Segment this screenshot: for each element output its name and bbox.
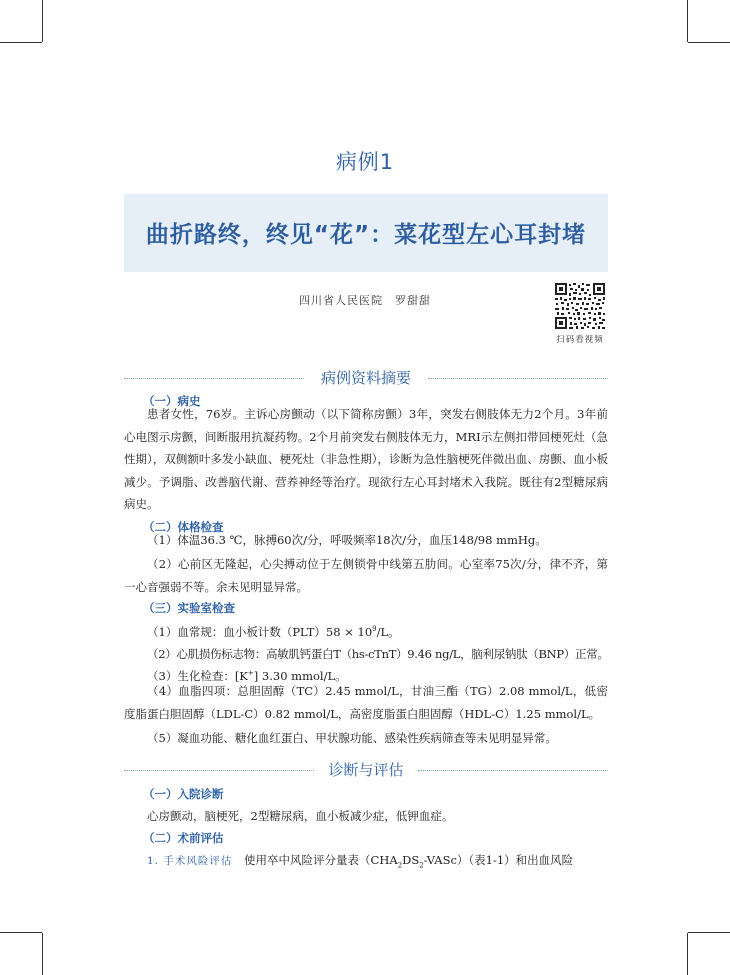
section-heading-text: 诊断与评估 [318,761,413,779]
case-number: 病例1 [335,150,395,174]
qr-caption: 扫码看视频 [556,335,604,345]
lab-1-superscript: 9 [372,625,377,634]
lab-3-superscript: + [247,669,254,678]
paragraph-history: 患者女性，76岁。主诉心房颤动（以下简称房颤）3年，突发右侧肢体无力2个月。3年前心电图示房颤，间断服用抗凝药物。2个月前突发右侧肢体无力，MRI示左侧扣带回梗死灶（急性期），双侧额叶多发小缺血、梗死灶（非急性期），诊断为急性脑梗死伴微出血、房颤、血小板减少。予调脂、改善脑代谢、营养神经等治疗。现欲行左心耳封堵术入我院。既往有2型糖尿病病史。 [124,407,608,511]
author-line: 四川省人民医院 罗甜甜 [299,294,431,307]
subheading-physical-exam: （二）体格检查 [143,520,224,534]
page-title: 曲折路终，终见“花”：菜花型左心耳封堵 [145,222,587,248]
subheading-preop-assessment: （二）术前评估 [143,831,224,845]
lab-1-text: （1）血常规：血小板计数（PLT）58 × 10 [147,625,373,639]
paragraph-exam-2: （2）心前区无隆起，心尖搏动位于左侧锁骨中线第五肋间。心室率75次/分，律不齐，第一心音强弱不等。余未见明显异常。 [124,557,608,594]
paragraph-admission-diagnosis: 心房颤动，脑梗死，2型糖尿病，血小板减少症，低钾血症。 [147,809,454,823]
lab-3-value: ] 3.30 mmol/L。 [253,669,347,683]
subheading-lab-tests: （三）实验室检查 [143,601,235,615]
lab-1-unit: /L。 [376,625,400,639]
subheading-admission-diagnosis: （一）入院诊断 [143,787,224,801]
lab-3-text: （3）生化检查：[K [147,669,248,683]
paragraph-lab-2: （2）心肌损伤标志物：高敏肌钙蛋白T（hs-cTnT）9.46 ng/L，脑利尿钠肽（BNP）正常。 [147,647,609,661]
paragraph-lab-4: （4）血脂四项：总胆固醇（TC）2.45 mmol/L，甘油三酯（TG）2.08 mmol/L，低密度脂蛋白胆固醇（LDL-C）0.82 mmol/L，高密度脂蛋白胆固醇（HDL-C）1.25 mmol/L。 [124,684,608,721]
risk-subscript-1: 2 [397,861,403,870]
risk-subscript-2: 2 [419,861,424,870]
crop-mark-top-left-h [0,42,42,43]
paragraph-lab-5: （5）凝血功能、糖化血红蛋白、甲状腺功能、感染性疾病筛查等未见明显异常。 [147,731,557,745]
section-heading-summary [124,367,608,389]
crop-mark-top-right-h [688,42,730,43]
risk-text: 使用卒中风险评分量表（CHA [244,853,398,867]
paragraph-lab-1 [124,624,608,640]
crop-mark-bottom-left-h [0,932,42,933]
section-heading-diagnosis [124,759,608,781]
qr-code-icon[interactable] [554,282,606,330]
subheading-history: （一）病史 [143,394,201,408]
paragraph-exam-1: （1）体温36.3 ℃，脉搏60次/分，呼吸频率18次/分，血压148/98 mmHg。 [147,533,547,547]
crop-mark-bottom-left-v [42,933,43,975]
paragraph-risk-assessment [124,852,608,869]
risk-text-end: -VASc）（表1-1）和出血风险 [423,853,574,867]
crop-mark-bottom-right-h [688,932,730,933]
section-heading-text: 病例资料摘要 [311,369,421,387]
crop-mark-bottom-right-v [687,933,688,975]
risk-assessment-label: 1. 手术风险评估 [147,855,233,867]
crop-mark-top-right-v [687,0,688,42]
crop-mark-top-left-v [42,0,43,42]
risk-text-ds: DS [402,853,420,867]
